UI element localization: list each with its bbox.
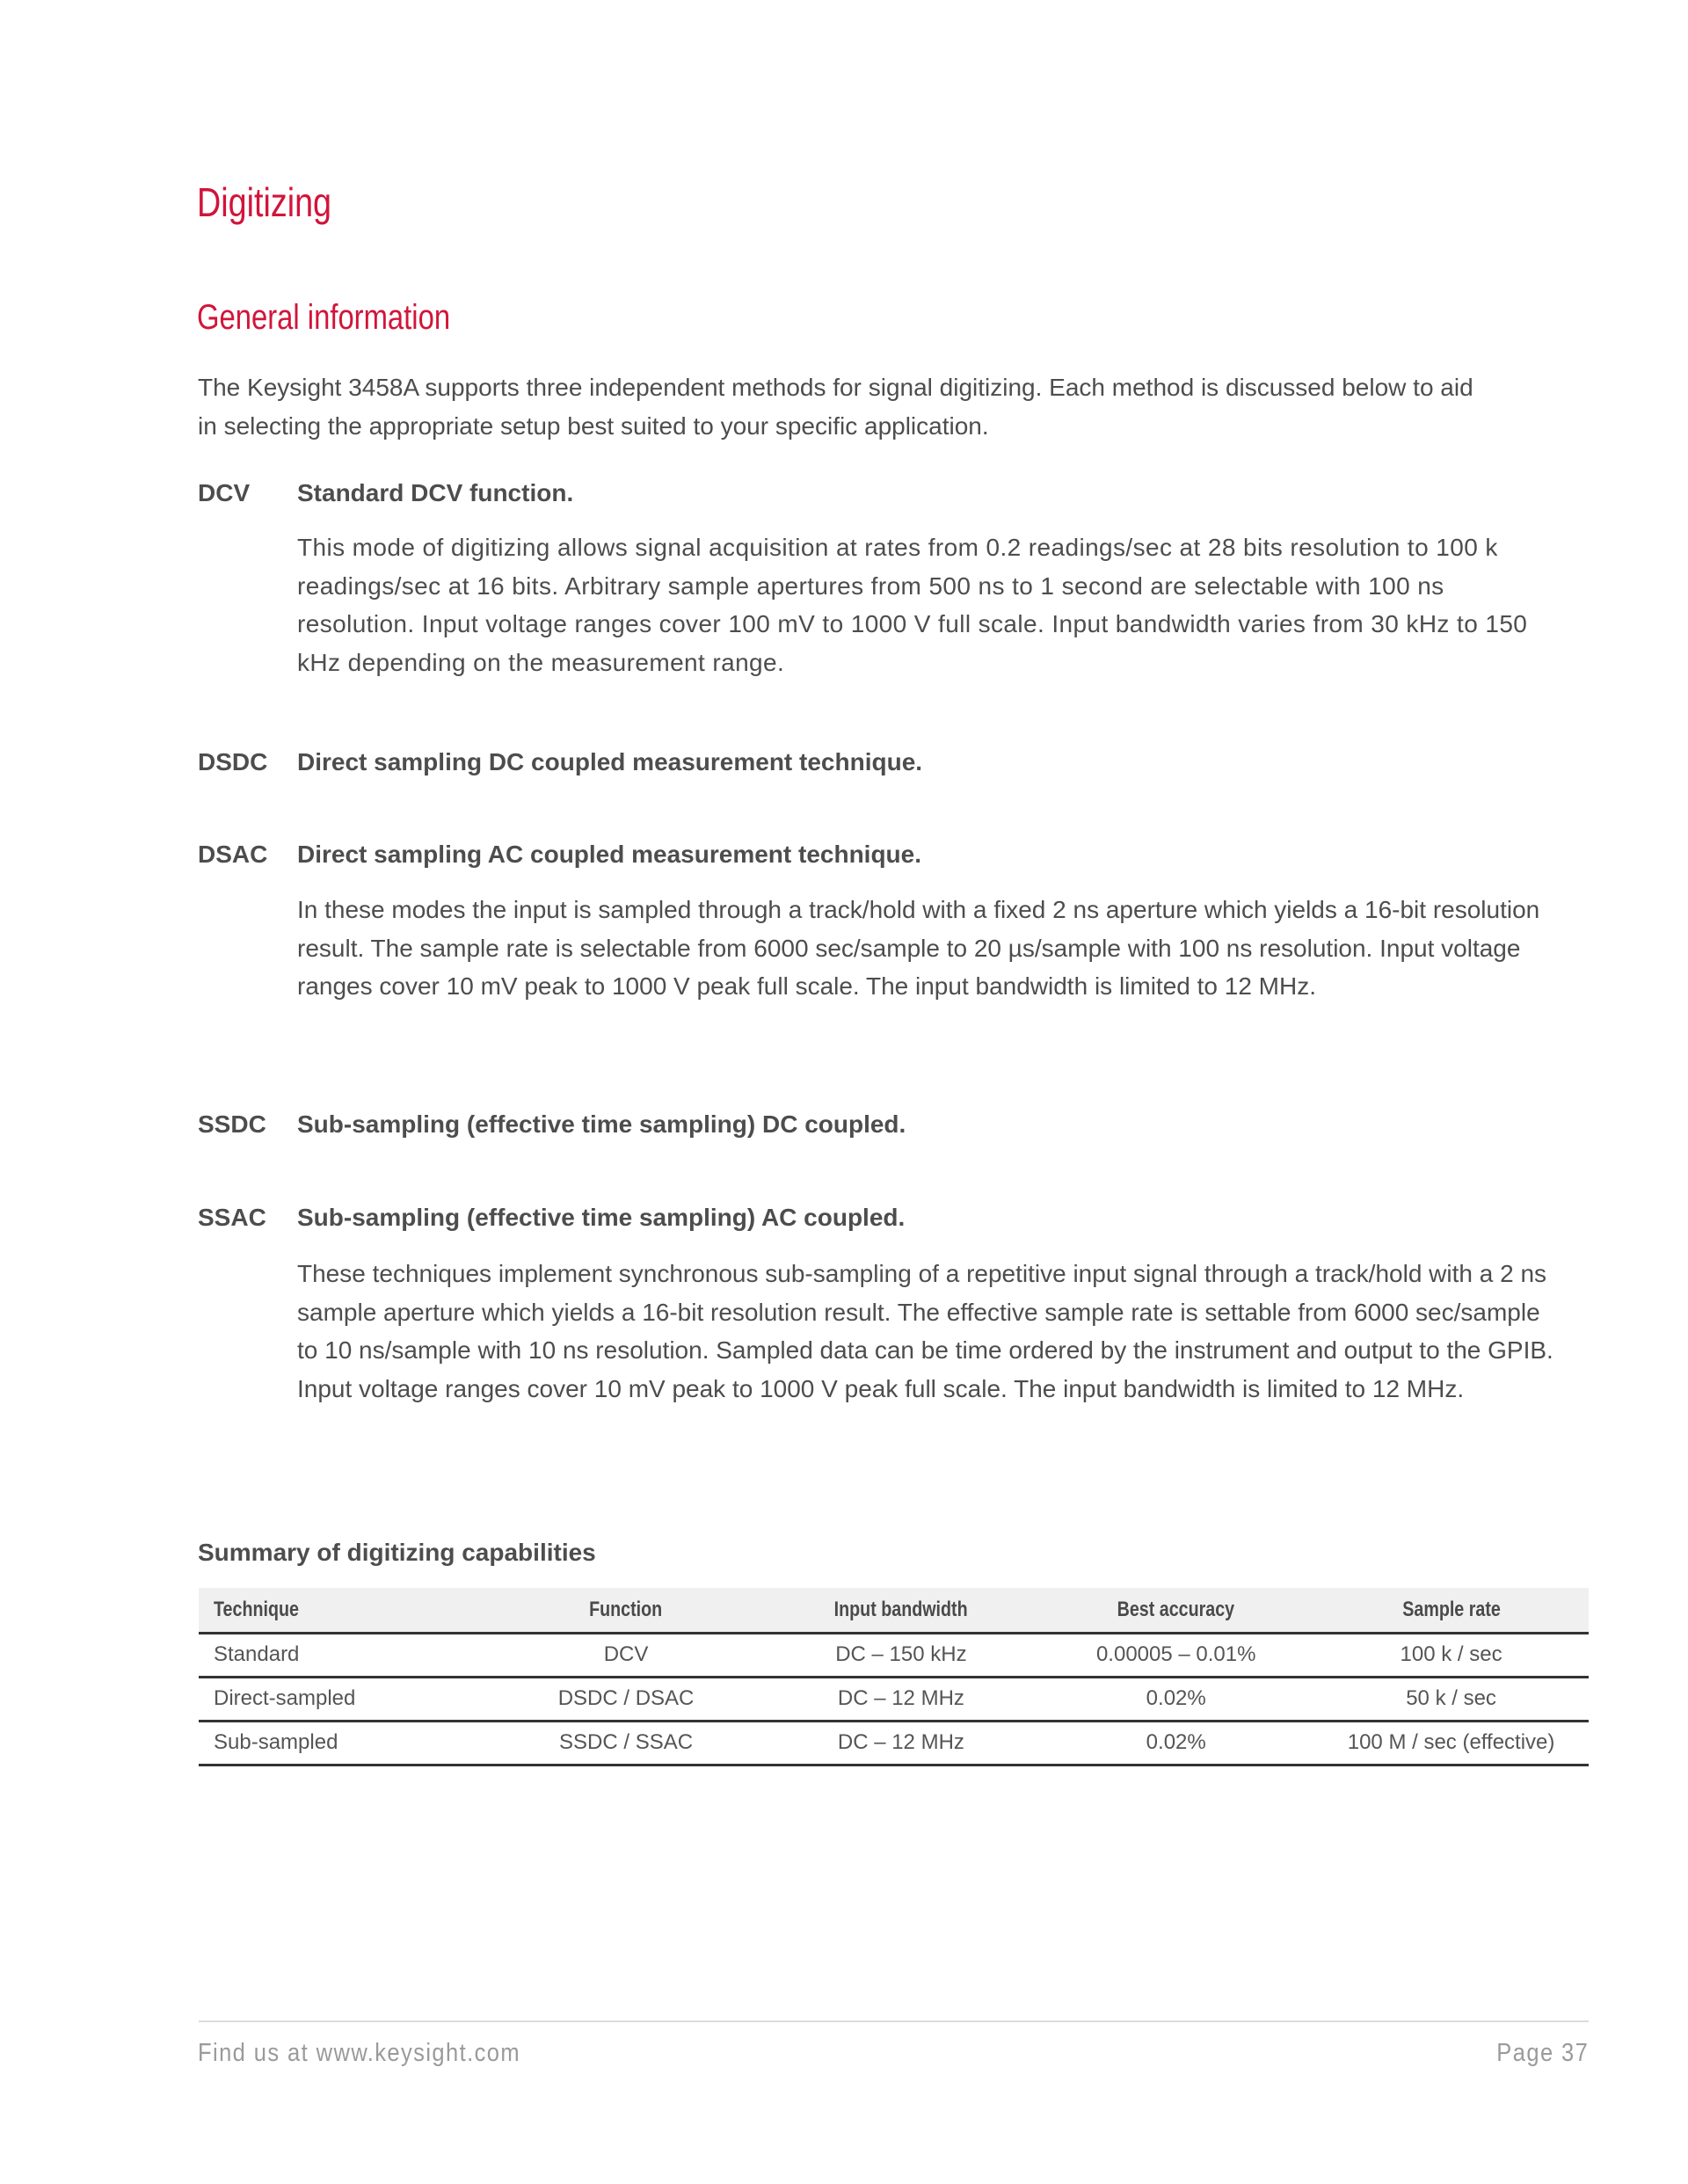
column-header-technique: Technique (199, 1588, 489, 1633)
column-header-best-accuracy: Best accuracy (1038, 1588, 1313, 1633)
intro-paragraph: The Keysight 3458A supports three independent methods for signal digitizing. Each method is discussed below to aid in selecting the appropriate setup best suited to your specific application. (198, 374, 1473, 440)
term-code-ssac: SSAC (198, 1204, 266, 1231)
footer-divider (199, 2020, 1589, 2022)
section-heading: General information (197, 298, 451, 337)
term-title-dsac: Direct sampling AC coupled measurement technique. (297, 841, 922, 868)
cell-input-bandwidth: DC – 12 MHz (763, 1677, 1038, 1721)
term-description-ssac: These techniques implement synchronous sub-sampling of a repetitive input signal through a track/hold with a 2 ns sample aperture which yields a 16-bit resolution result. The effective sample rate is settable from 6000 sec/sample to 10 ns/sample with 10 ns resolution. Sampled data can be time ordered by the instrument and output to the GPIB. Input voltage ranges cover 10 mV peak to 1000 V peak full scale. The input bandwidth is limited to 12 MHz. (297, 1260, 1553, 1402)
summary-heading: Summary of digitizing capabilities (198, 1539, 596, 1566)
cell-technique: Standard (199, 1633, 489, 1677)
cell-sample-rate: 100 k / sec (1313, 1633, 1589, 1677)
footer-website-link[interactable]: Find us at www.keysight.com (198, 2039, 521, 2067)
table-row (199, 1633, 1589, 1677)
cell-best-accuracy: 0.00005 – 0.01% (1038, 1633, 1313, 1677)
cell-sample-rate: 100 M / sec (effective) (1313, 1721, 1589, 1765)
term-description-dsac: In these modes the input is sampled through a track/hold with a fixed 2 ns aperture which yields a 16-bit resolution result. The sample rate is selectable from 6000 sec/sample to 20 µs/sample with 100 ns resolution. Input voltage ranges cover 10 mV peak to 1000 V peak full scale. The input bandwidth is limited to 12 MHz. (297, 896, 1540, 1000)
cell-input-bandwidth: DC – 12 MHz (763, 1721, 1038, 1765)
term-title-ssac: Sub-sampling (effective time sampling) AC coupled. (297, 1204, 906, 1231)
cell-best-accuracy: 0.02% (1038, 1721, 1313, 1765)
table-header-row (199, 1588, 1589, 1633)
cell-best-accuracy: 0.02% (1038, 1677, 1313, 1721)
cell-technique: Sub-sampled (199, 1721, 489, 1765)
page-number: Page 37 (1496, 2039, 1589, 2067)
summary-table (199, 1588, 1589, 1766)
page-title: Digitizing (197, 179, 332, 225)
cell-function: SSDC / SSAC (489, 1721, 764, 1765)
cell-technique: Direct-sampled (199, 1677, 489, 1721)
cell-input-bandwidth: DC – 150 kHz (763, 1633, 1038, 1677)
column-header-sample-rate: Sample rate (1313, 1588, 1589, 1633)
term-code-dsac: DSAC (198, 841, 268, 868)
table-row (199, 1721, 1589, 1765)
term-description-dcv: This mode of digitizing allows signal acquisition at rates from 0.2 readings/sec at 28 bits resolution to 100 k readings/sec at 16 bits. Arbitrary sample apertures from 500 ns to 1 second are selectable with 100 ns resolution. Input voltage ranges cover 100 mV to 1000 V full scale. Input bandwidth varies from 30 kHz to 150 kHz depending on the measurement range. (297, 534, 1528, 676)
term-title-dsdc: Direct sampling DC coupled measurement technique. (297, 748, 923, 775)
term-title-dcv: Standard DCV function. (297, 479, 574, 506)
term-title-ssdc: Sub-sampling (effective time sampling) DC coupled. (297, 1110, 906, 1138)
column-header-input-bandwidth: Input bandwidth (763, 1588, 1038, 1633)
term-code-ssdc: SSDC (198, 1110, 266, 1138)
term-code-dsdc: DSDC (198, 748, 268, 775)
column-header-function: Function (489, 1588, 764, 1633)
cell-sample-rate: 50 k / sec (1313, 1677, 1589, 1721)
table-row (199, 1677, 1589, 1721)
cell-function: DCV (489, 1633, 764, 1677)
cell-function: DSDC / DSAC (489, 1677, 764, 1721)
term-code-dcv: DCV (198, 479, 251, 506)
